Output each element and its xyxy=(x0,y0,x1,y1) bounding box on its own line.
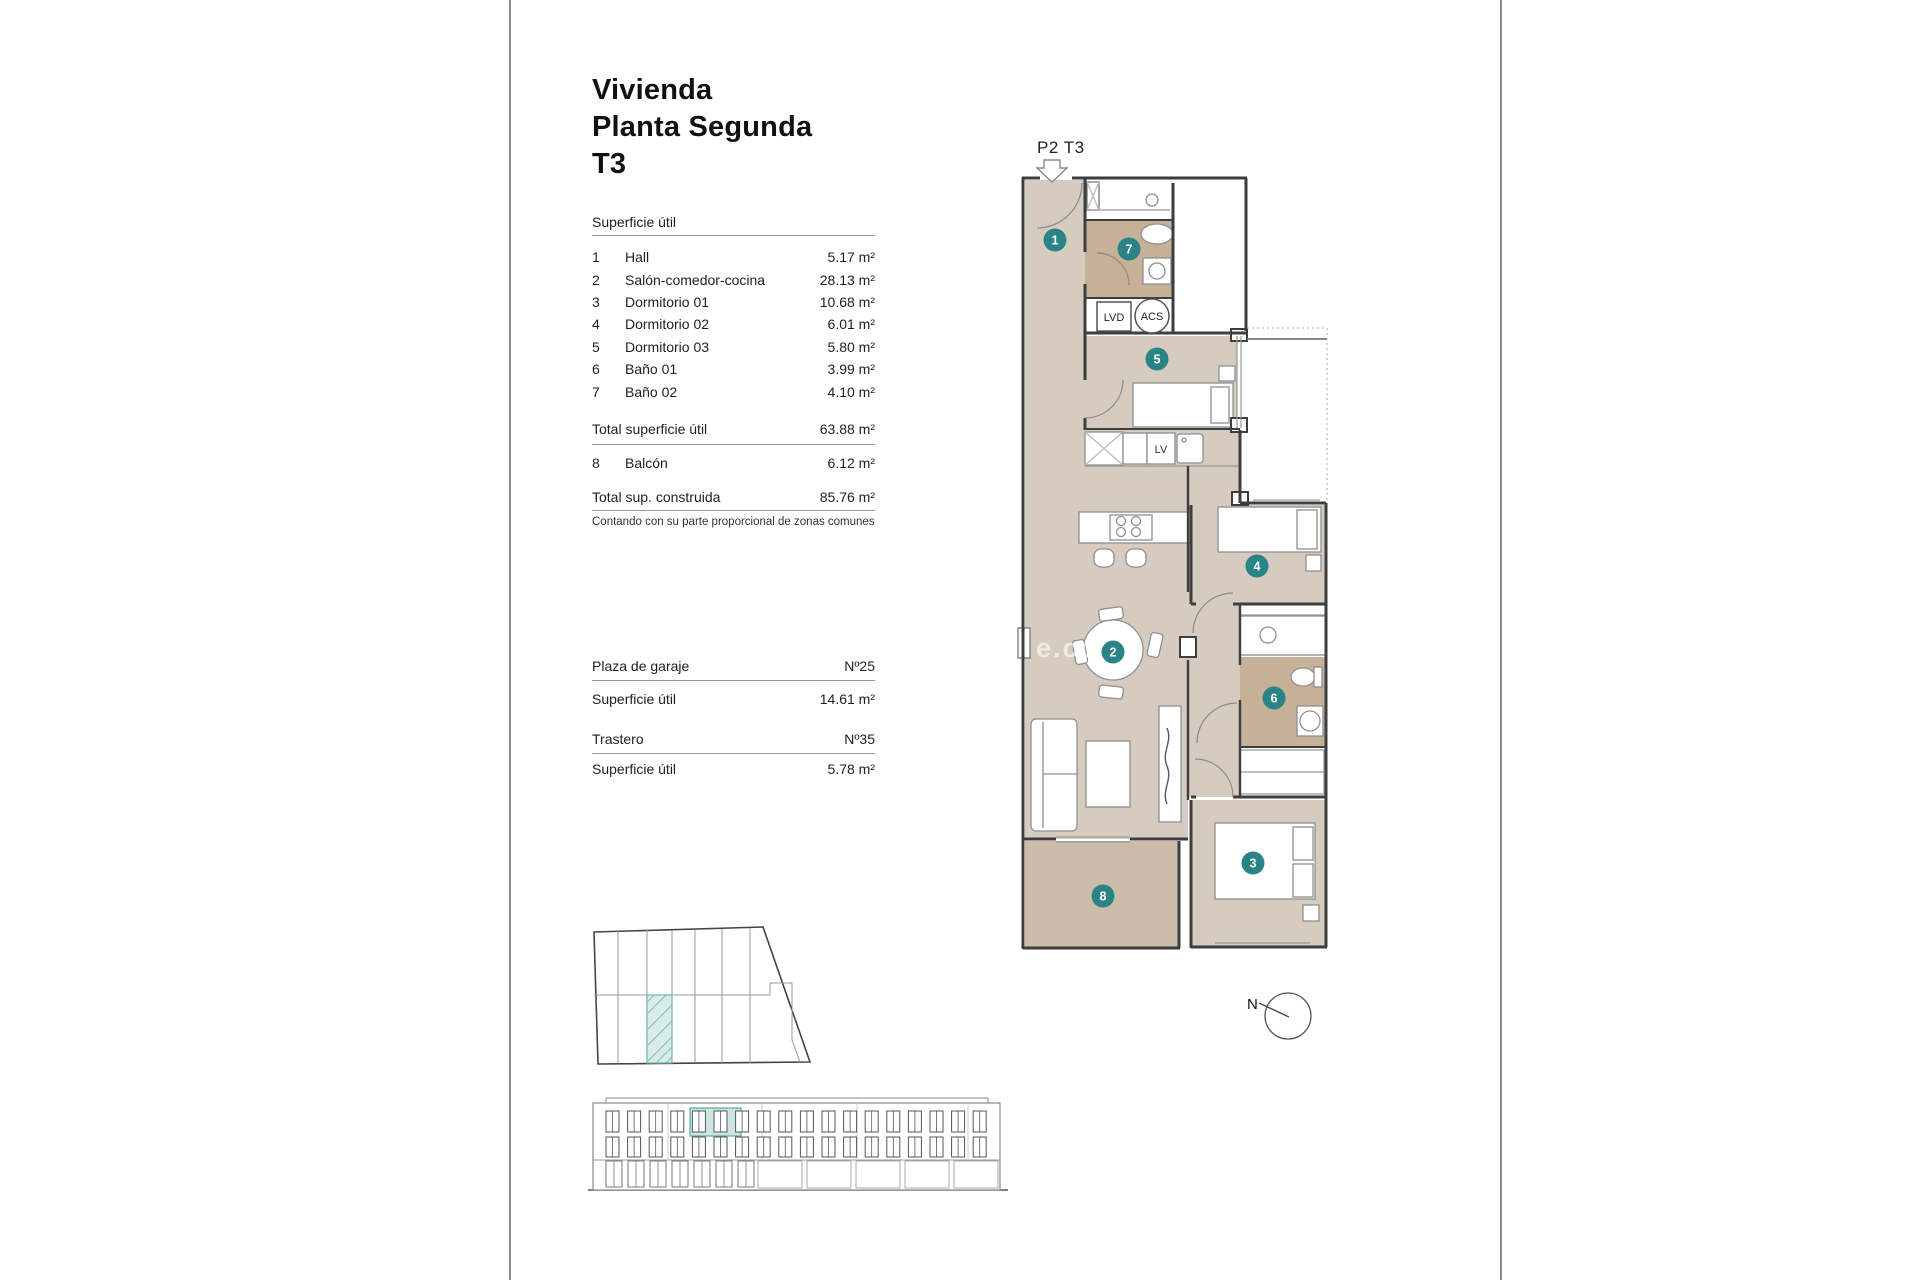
floor-plan xyxy=(1005,130,1435,1070)
table-row: 7 Baño 02 4.10 m² xyxy=(592,383,875,400)
plan-label: P2 T3 xyxy=(1037,138,1085,157)
storage-row xyxy=(592,731,875,754)
title-line-2: Planta Segunda xyxy=(592,111,813,143)
table-row: 1 Hall 5.17 m² xyxy=(592,249,875,266)
svg-text:5: 5 xyxy=(1153,352,1161,367)
window-row-ground xyxy=(606,1161,998,1188)
svg-text:7: 7 xyxy=(1125,242,1133,257)
utility-sink-icon xyxy=(1146,194,1158,206)
balcony-row xyxy=(592,452,875,474)
room-badge-2 xyxy=(1102,641,1125,664)
table-row: 2 Salón-comedor-cocina 28.13 m² xyxy=(592,271,875,288)
title-line-3: T3 xyxy=(592,148,627,180)
storage-label: Trastero xyxy=(592,731,644,747)
built-value: 85.76 m² xyxy=(819,489,875,505)
chair-icon xyxy=(1098,606,1123,621)
table-row: 6 Baño 01 3.99 m² xyxy=(592,361,875,378)
room-badge-4 xyxy=(1246,555,1269,578)
chair-icon xyxy=(1098,685,1123,699)
window xyxy=(1237,336,1241,428)
watermark: e.co xyxy=(1036,633,1099,663)
pillow-icon xyxy=(1297,510,1317,549)
washbasin-icon xyxy=(1149,263,1165,279)
toilet-icon xyxy=(1291,668,1315,686)
table-row: 5 Dormitorio 03 5.80 m² xyxy=(592,338,875,355)
washbasin-icon xyxy=(1260,627,1276,643)
sofa-icon xyxy=(1031,719,1077,831)
bathtub-icon xyxy=(1141,224,1173,244)
stool-icon xyxy=(1126,549,1146,567)
nightstand-icon xyxy=(1219,366,1235,381)
svg-text:3: 3 xyxy=(1249,856,1257,871)
built-label: Total sup. construida xyxy=(592,489,721,505)
toilet-tank-icon xyxy=(1314,667,1322,687)
title-line-1: Vivienda xyxy=(592,74,713,106)
table-row: 4 Dormitorio 02 6.01 m² xyxy=(592,316,875,333)
garage-number: Nº25 xyxy=(844,658,875,674)
nightstand-icon xyxy=(1306,555,1321,571)
room-badge-7 xyxy=(1118,238,1141,261)
svg-text:6: 6 xyxy=(1270,691,1278,706)
balcony-label: Balcón xyxy=(625,455,668,472)
pillar xyxy=(1180,637,1196,657)
hob-icon xyxy=(1110,515,1152,540)
lv-label: LV xyxy=(1154,444,1168,456)
elevation-drawing xyxy=(580,1085,1020,1215)
surface-table xyxy=(592,246,875,403)
lvd-label: LVD xyxy=(1103,312,1125,324)
vanity-icon xyxy=(1240,616,1326,655)
page-title xyxy=(592,72,812,183)
highlighted-unit xyxy=(647,995,672,1063)
parapet xyxy=(606,1098,988,1103)
total-label: Total superficie útil xyxy=(592,421,708,437)
garage-area-value: 14.61 m² xyxy=(819,691,875,707)
svg-text:8: 8 xyxy=(1099,889,1107,904)
svg-text:2: 2 xyxy=(1109,645,1117,660)
garage-row xyxy=(592,658,875,681)
garage-area-label: Superficie útil xyxy=(592,691,677,707)
room-badge-5 xyxy=(1146,348,1169,371)
pillow-icon xyxy=(1211,387,1229,423)
footnote: Contando con su parte proporcional de zonas comunes xyxy=(592,516,875,528)
surface-table-header: Superficie útil xyxy=(592,214,875,236)
storage-area-value: 5.78 m² xyxy=(827,761,875,777)
sink-icon xyxy=(1177,434,1203,463)
room-badge-1 xyxy=(1044,229,1067,252)
boundary-lines xyxy=(1247,328,1327,500)
stool-icon xyxy=(1094,549,1114,567)
svg-text:1: 1 xyxy=(1051,233,1059,248)
pillow-icon xyxy=(1293,864,1313,897)
balcony-value: 6.12 m² xyxy=(827,455,875,472)
room-badge-8 xyxy=(1092,885,1115,908)
acs-label: ACS xyxy=(1140,311,1164,323)
svg-text:4: 4 xyxy=(1253,559,1261,574)
entrance-arrow-icon xyxy=(1037,160,1067,182)
nightstand-icon xyxy=(1303,905,1319,921)
room-badge-6 xyxy=(1263,687,1286,710)
counter-icon xyxy=(1123,433,1147,464)
north-compass xyxy=(1247,993,1311,1039)
table-row: 3 Dormitorio 01 10.68 m² xyxy=(592,293,875,310)
balcony-num: 8 xyxy=(592,455,600,472)
pillow-icon xyxy=(1293,827,1313,860)
coffee-table-icon xyxy=(1086,741,1130,807)
total-row xyxy=(592,421,875,445)
storage-area-row xyxy=(592,761,875,777)
garage-area-row xyxy=(592,691,875,707)
sheet-edge-line-left xyxy=(509,0,511,1280)
tv-console-icon xyxy=(1159,706,1181,822)
sheet-edge-line-right xyxy=(1500,0,1502,1280)
built-row xyxy=(592,489,875,511)
key-plan xyxy=(580,915,860,1085)
total-value: 63.88 m² xyxy=(819,421,875,437)
room-badge-3 xyxy=(1242,852,1265,875)
garage-label: Plaza de garaje xyxy=(592,658,690,674)
faucet-icon xyxy=(1182,438,1186,442)
storage-number: Nº35 xyxy=(844,731,875,747)
storage-area-label: Superficie útil xyxy=(592,761,677,777)
north-label: N xyxy=(1247,996,1258,1013)
